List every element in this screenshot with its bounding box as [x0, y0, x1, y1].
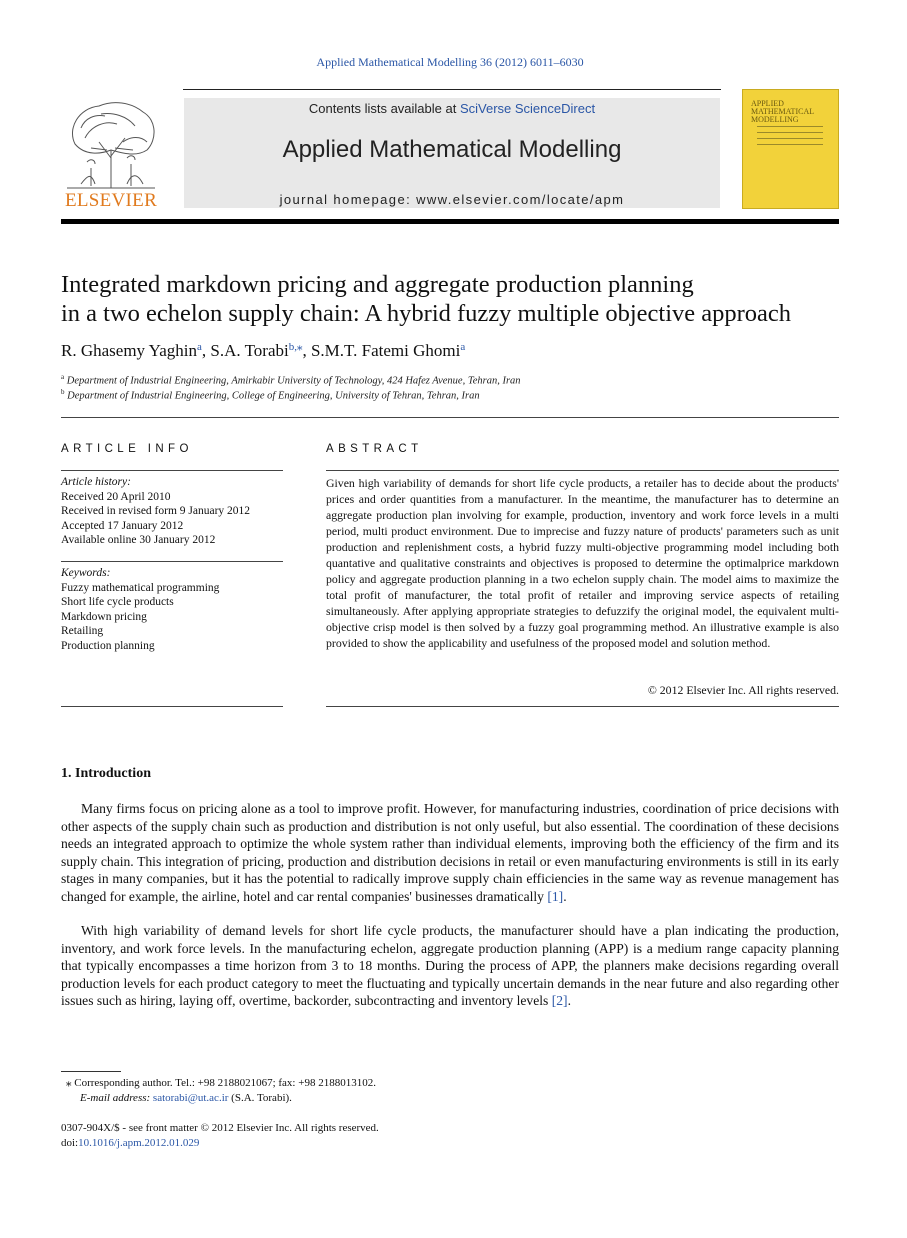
affiliation-divider: [61, 417, 839, 418]
author-affil-marker[interactable]: a: [460, 341, 466, 353]
info-bottom-rule: [61, 706, 283, 707]
journal-banner: [184, 98, 720, 208]
history-item: Available online 30 January 2012: [61, 534, 216, 546]
header-divider: [61, 219, 839, 224]
history-item: Received 20 April 2010: [61, 490, 171, 503]
keywords: [61, 566, 283, 653]
issn-line: 0307-904X/$ - see front matter © 2012 Elsevier Inc. All rights reserved.: [61, 1122, 379, 1134]
contents-available-line: [184, 101, 720, 116]
contents-prefix: Contents lists available at: [308, 101, 460, 116]
keyword-item: Markdown pricing: [61, 610, 147, 623]
keyword-item: Production planning: [61, 639, 155, 652]
doi-link[interactable]: 10.1016/j.apm.2012.01.029: [78, 1137, 200, 1149]
cover-title: APPLIED MATHEMATICAL MODELLING: [751, 99, 814, 124]
author-name: S.A. Torabi: [210, 341, 289, 360]
citation-ref-2[interactable]: [2]: [551, 993, 568, 1008]
abstract-top-rule: [326, 470, 839, 471]
corresponding-author-note: ⁎ Corresponding author. Tel.: +98 2188021067; fax: +98 2188013102.: [66, 1077, 376, 1089]
citation-ref-1[interactable]: [1]: [547, 888, 564, 904]
journal-homepage[interactable]: journal homepage: www.elsevier.com/locate/apm: [279, 192, 625, 207]
info-middle-rule: [61, 561, 283, 562]
email-note: E-mail address: satorabi@ut.ac.ir (S.A. Torabi).: [80, 1092, 292, 1104]
affiliation-a: $^a$ Department of Industrial Engineering, Amirkabir University of Technology, 424 Hafez Avenue, Tehran, Iran: [61, 373, 521, 387]
abstract-text: Given high variability of demands for short life cycle products, a retailer has to decide about the products' prices and order quantities from a manufacturer. In the meantime, the manufacturer has to determine an aggregate production plan involving for example, production, inventory and work force levels in a multi period, multi product environment. Due to imprecise and fuzzy nature of products' parameters such as unit production and replenishment costs, a hybrid fuzzy multi-objective programming model including both quantative and qualitative constraints and objectives is proposed to determine the optimalprice markdown policy and aggregate production planning in a two echelon supply chain. The model aims to maximize the total profit of manufacturer, the total profit of retailer and improving service aspects of retailing simultaneously. After applying appropriate strategies to defuzzify the original model, the equivalent multi-objective crisp model is then solved by a fuzzy goal programming method. An illustrative example is also provided to show the applicability and usefulness of the proposed model and solution method.: [326, 476, 839, 650]
author-list: R. Ghasemy Yaghin$^a$, S.A. Torabi$^{b,⁎}$, S.M.T. Fatemi Ghomi$^a$: [61, 341, 466, 360]
journal-cover-thumbnail[interactable]: [742, 89, 839, 209]
author-name: R. Ghasemy Yaghin: [61, 341, 198, 360]
history-item: Accepted 17 January 2012: [61, 519, 184, 532]
intro-paragraph-1: Many firms focus on pricing alone as a tool to improve profit. However, for manufacturing industries, coordination of price decisions with other aspects of the supply chain such as production and distribution is not only useful, but also essential. The coordination of these decisions needs an integrated approach to optimize the whole system rather than individual elements, improving both the efficiency of the firm and its supply chain. This integration of pricing, production and distribution decisions in retail or even manufacturing environments is still in its early stages in many companies, but it has the potential to radically improve supply chain efficiencies in the same way as revenue management has changed for example, the airline, hotel and car rental companies' businesses dramatically [1].: [61, 801, 839, 904]
keyword-item: Short life cycle products: [61, 596, 174, 608]
author-affil-marker[interactable]: b,⁎: [288, 341, 303, 353]
doi-line: doi:10.1016/j.apm.2012.01.029: [61, 1137, 200, 1149]
banner-top-rule: [183, 89, 721, 90]
abstract-heading: ABSTRACT: [326, 443, 423, 455]
history-label: Article history:: [61, 476, 131, 488]
abstract-copyright: © 2012 Elsevier Inc. All rights reserved.: [647, 683, 839, 697]
cover-text-lines: [757, 126, 823, 150]
title-line-1: Integrated markdown pricing and aggregate production planning: [61, 271, 694, 298]
introduction-heading: 1. Introduction: [61, 766, 151, 781]
abstract-bottom-rule: [326, 706, 839, 707]
journal-name: Applied Mathematical Modelling: [282, 136, 622, 163]
history-item: Received in revised form 9 January 2012: [61, 505, 251, 517]
title-line-2: in a two echelon supply chain: A hybrid fuzzy multiple objective approach: [61, 300, 792, 327]
keyword-item: Retailing: [61, 625, 104, 637]
journal-citation[interactable]: Applied Mathematical Modelling 36 (2012) 6011–6030: [316, 55, 584, 69]
footnote-divider: [61, 1071, 121, 1072]
affiliation-b: $^b$ Department of Industrial Engineering, College of Engineering, University of Tehran, Tehran, Iran: [61, 388, 480, 402]
keywords-label: Keywords:: [61, 567, 111, 579]
intro-paragraph-2: With high variability of demand levels for short life cycle products, the manufacturer should have a plan indicating the production, inventory, and work force levels. In the manufacturing echelon, aggregate production planning (APP) is a medium range capacity planning that typically encompasses a time horizon from 3 to 18 months. During the process of APP, the planners make decisions regarding overall production levels for each product category to meet the fluctuating and typically uncertain demands in the near future and also regarding other issues such as hiring, laying off, overtime, backorder, subcontracting and inventory levels [2].: [61, 923, 839, 1008]
keyword-item: Fuzzy mathematical programming: [61, 581, 220, 594]
info-top-rule: [61, 470, 283, 471]
author-affil-marker[interactable]: a: [197, 341, 202, 353]
author-name: S.M.T. Fatemi Ghomi: [310, 341, 461, 360]
article-history: [61, 475, 283, 548]
article-info-heading: ARTICLE INFO: [61, 443, 193, 455]
article-title: [61, 270, 861, 328]
elsevier-wordmark: ELSEVIER: [64, 190, 158, 211]
sciencedirect-link[interactable]: SciVerse ScienceDirect: [459, 101, 596, 116]
author-email-link[interactable]: satorabi@ut.ac.ir: [152, 1092, 229, 1104]
